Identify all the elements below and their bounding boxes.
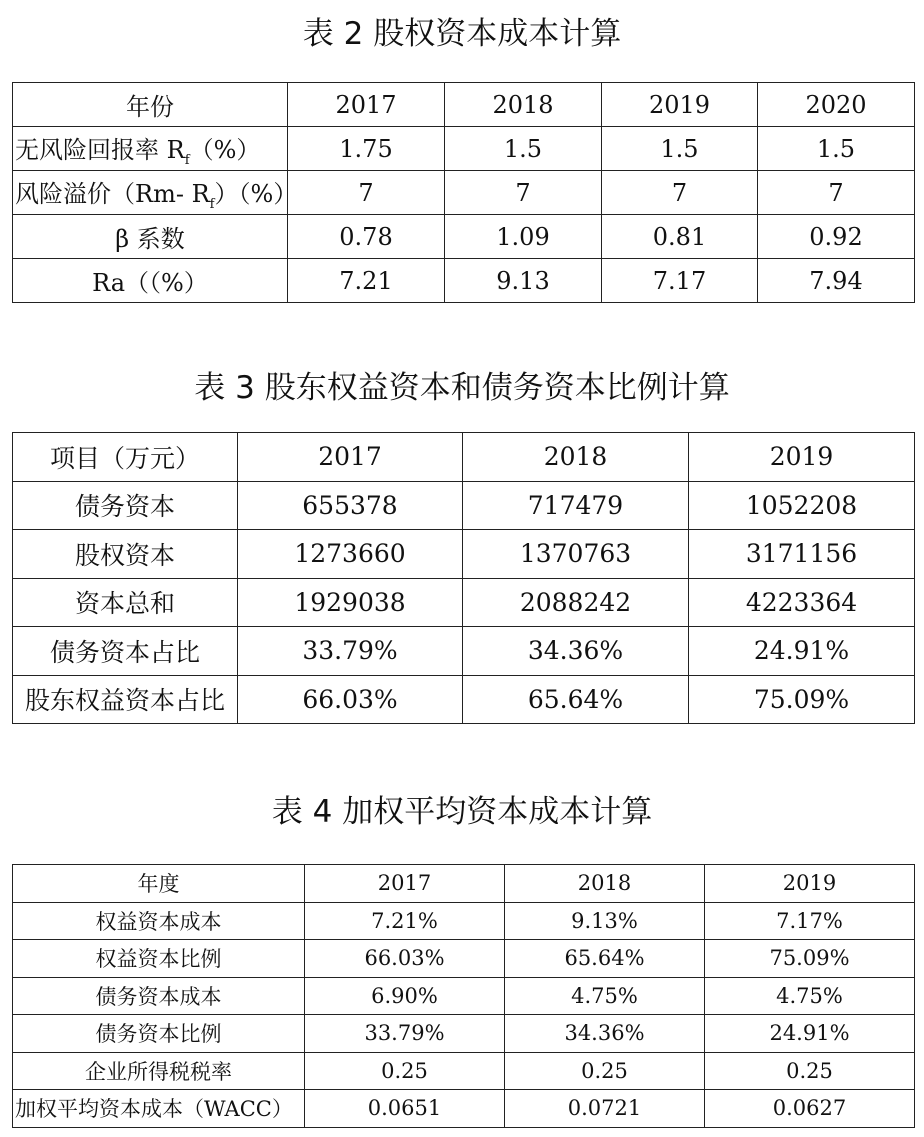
- header-cell: 项目（万元）: [13, 433, 238, 482]
- value-cell: 66.03%: [238, 675, 463, 724]
- value-cell: 3171156: [689, 530, 915, 579]
- row-label: Ra（（%）: [13, 259, 288, 303]
- value-cell: 655378: [238, 481, 463, 530]
- value-cell: 1.5: [602, 127, 758, 171]
- table-row: [13, 171, 915, 215]
- header-cell: 2019: [602, 83, 758, 127]
- table-row: [13, 977, 915, 1015]
- value-cell: 4.75%: [505, 977, 705, 1015]
- table-row: [13, 215, 915, 259]
- row-label: 权益资本成本: [13, 902, 305, 940]
- value-cell: 1929038: [238, 578, 463, 627]
- header-cell: 年度: [13, 865, 305, 903]
- header-cell: 2017: [305, 865, 505, 903]
- header-cell: 2019: [705, 865, 915, 903]
- capital-ratio-table: [12, 432, 915, 724]
- row-label: 企业所得税税率: [13, 1052, 305, 1090]
- table-row: [13, 675, 915, 724]
- value-cell: 7.21: [288, 259, 445, 303]
- table-row: [13, 902, 915, 940]
- value-cell: 33.79%: [305, 1015, 505, 1053]
- table-row: [13, 627, 915, 676]
- value-cell: 1370763: [463, 530, 689, 579]
- value-cell: 1.5: [758, 127, 915, 171]
- value-cell: 7: [602, 171, 758, 215]
- header-cell: 2018: [505, 865, 705, 903]
- value-cell: 65.64%: [505, 940, 705, 978]
- value-cell: 1052208: [689, 481, 915, 530]
- row-label: 风险溢价（Rm- $R_f)(\%)$: [13, 171, 288, 215]
- table-row: [13, 259, 915, 303]
- value-cell: 34.36%: [463, 627, 689, 676]
- header-cell: 2017: [238, 433, 463, 482]
- value-cell: 0.78: [288, 215, 445, 259]
- header-cell: 2017: [288, 83, 445, 127]
- table2-title: 表 2 股权资本成本计算: [302, 16, 622, 52]
- value-cell: 4223364: [689, 578, 915, 627]
- table-header-row: [13, 433, 915, 482]
- row-label: 加权平均资本成本（WACC）: [13, 1090, 305, 1128]
- row-label: 债务资本比例: [13, 1015, 305, 1053]
- table-header-row: [13, 83, 915, 127]
- row-label: β 系数: [13, 215, 288, 259]
- row-label: 债务资本成本: [13, 977, 305, 1015]
- value-cell: 0.25: [505, 1052, 705, 1090]
- equity-cost-table: [12, 82, 915, 303]
- row-label: 无风险回报率 $R_f(\%)$: [13, 127, 288, 171]
- value-cell: 7.17%: [705, 902, 915, 940]
- row-label: 资本总和: [13, 578, 238, 627]
- row-label: 债务资本占比: [13, 627, 238, 676]
- value-cell: 24.91%: [705, 1015, 915, 1053]
- table-row: [13, 1052, 915, 1090]
- header-cell: 2020: [758, 83, 915, 127]
- value-cell: 2088242: [463, 578, 689, 627]
- wacc-table: [12, 864, 915, 1128]
- value-cell: 7.21%: [305, 902, 505, 940]
- value-cell: 0.0721: [505, 1090, 705, 1128]
- value-cell: 33.79%: [238, 627, 463, 676]
- table-row: [13, 1090, 915, 1128]
- value-cell: 24.91%: [689, 627, 915, 676]
- value-cell: 7: [445, 171, 602, 215]
- value-cell: 75.09%: [705, 940, 915, 978]
- table-row: [13, 940, 915, 978]
- value-cell: 1273660: [238, 530, 463, 579]
- value-cell: 717479: [463, 481, 689, 530]
- header-cell: 2018: [445, 83, 602, 127]
- table-row: [13, 127, 915, 171]
- header-cell: 2019: [689, 433, 915, 482]
- table-row: [13, 481, 915, 530]
- value-cell: 0.25: [305, 1052, 505, 1090]
- row-label: 股权资本: [13, 530, 238, 579]
- row-label: 股东权益资本占比: [13, 675, 238, 724]
- value-cell: 9.13%: [505, 902, 705, 940]
- value-cell: 9.13: [445, 259, 602, 303]
- value-cell: 4.75%: [705, 977, 915, 1015]
- value-cell: 7: [758, 171, 915, 215]
- value-cell: 0.92: [758, 215, 915, 259]
- header-cell: 年份: [13, 83, 288, 127]
- table-header-row: [13, 865, 915, 903]
- value-cell: 0.25: [705, 1052, 915, 1090]
- table-row: [13, 578, 915, 627]
- value-cell: 6.90%: [305, 977, 505, 1015]
- value-cell: 7.94: [758, 259, 915, 303]
- header-cell: 2018: [463, 433, 689, 482]
- value-cell: 0.0651: [305, 1090, 505, 1128]
- value-cell: 0.0627: [705, 1090, 915, 1128]
- value-cell: 1.75: [288, 127, 445, 171]
- value-cell: 66.03%: [305, 940, 505, 978]
- table3-title: 表 3 股东权益资本和债务资本比例计算: [194, 370, 730, 406]
- value-cell: 7: [288, 171, 445, 215]
- table-row: [13, 1015, 915, 1053]
- value-cell: 1.5: [445, 127, 602, 171]
- value-cell: 0.81: [602, 215, 758, 259]
- value-cell: 75.09%: [689, 675, 915, 724]
- table4-title: 表 4 加权平均资本成本计算: [271, 794, 653, 830]
- value-cell: 7.17: [602, 259, 758, 303]
- row-label: 权益资本比例: [13, 940, 305, 978]
- value-cell: 34.36%: [505, 1015, 705, 1053]
- table-row: [13, 530, 915, 579]
- value-cell: 65.64%: [463, 675, 689, 724]
- value-cell: 1.09: [445, 215, 602, 259]
- row-label: 债务资本: [13, 481, 238, 530]
